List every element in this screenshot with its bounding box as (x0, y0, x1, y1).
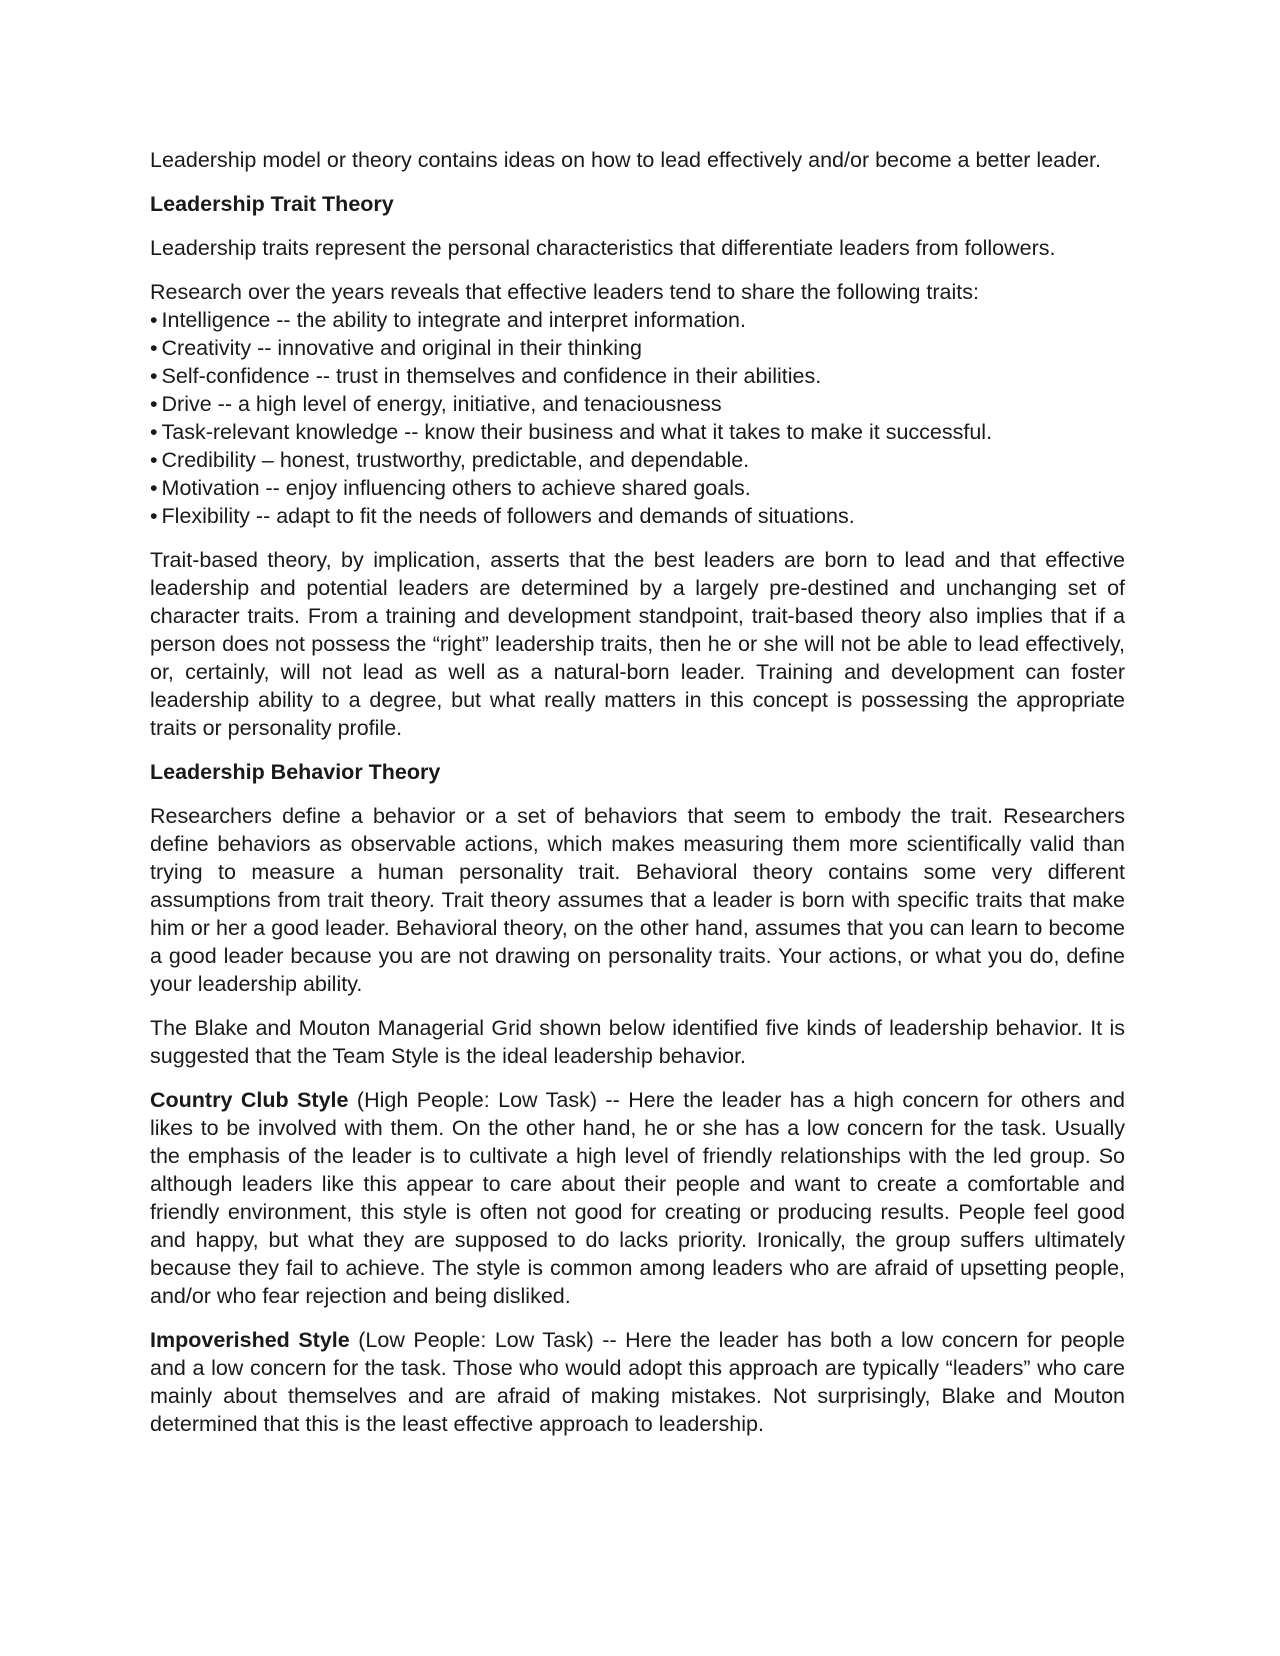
trait-self-confidence: Self-confidence -- trust in themselves and confidence in their abilities. (161, 364, 822, 388)
trait-theory-heading: Leadership Trait Theory (150, 192, 394, 216)
trait-creativity: Creativity -- innovative and original in their thinking (161, 336, 642, 360)
bullet-icon: • (150, 308, 158, 332)
list-item (150, 390, 1125, 418)
traits-list (150, 278, 1125, 530)
country-club-style-text: (High People: Low Task) -- Here the leader has a high concern for others and likes to be involved with them. On the other hand, he or she has a low concern for the task. Usually the emphasis of the leader is to cultivate a high level of friendly relationships with the led group. So although leaders like this appear to care about their people and want to create a comfortable and friendly environment, this style is often not good for creating or producing results. People feel good and happy, but what they are supposed to do lacks priority. Ironically, the group suffers ultimately because they fail to achieve. The style is common among leaders who are afraid of upsetting people, and/or who fear rejection and being disliked. (150, 1088, 1125, 1308)
trait-flexibility: Flexibility -- adapt to fit the needs of followers and demands of situations. (161, 504, 855, 528)
behavior-theory-heading: Leadership Behavior Theory (150, 760, 441, 784)
trait-credibility: Credibility – honest, trustworthy, predictable, and dependable. (161, 448, 750, 472)
bullet-icon: • (150, 364, 158, 388)
bullet-icon: • (150, 392, 158, 416)
trait-task-relevant-knowledge: Task-relevant knowledge -- know their business and what it takes to make it successful. (161, 420, 993, 444)
document-page (150, 146, 1125, 1454)
intro-paragraph: Leadership model or theory contains ideas on how to lead effectively and/or become a better leader. (150, 148, 1101, 172)
list-item (150, 474, 1125, 502)
list-item (150, 306, 1125, 334)
list-item (150, 334, 1125, 362)
behavior-paragraph-2: The Blake and Mouton Managerial Grid shown below identified five kinds of leadership behavior. It is suggested that the Team Style is the ideal leadership behavior. (150, 1016, 1125, 1068)
impoverished-style-text: (Low People: Low Task) -- Here the leader has both a low concern for people and a low concern for the task. Those who would adopt this approach are typically “leaders” who care mainly about themselves and are afraid of making mistakes. Not surprisingly, Blake and Mouton determined that this is the least effective approach to leadership. (150, 1328, 1126, 1436)
list-item (150, 502, 1125, 530)
impoverished-style-paragraph (150, 1326, 1125, 1438)
trait-motivation: Motivation -- enjoy influencing others to achieve shared goals. (161, 476, 751, 500)
list-item (150, 418, 1125, 446)
bullet-icon: • (150, 504, 158, 528)
bullet-icon: • (150, 336, 158, 360)
trait-definition-paragraph: Leadership traits represent the personal characteristics that differentiate leaders from followers. (150, 236, 1056, 260)
impoverished-style-title: Impoverished Style (150, 1328, 350, 1352)
traits-list-intro: Research over the years reveals that effective leaders tend to share the following traits: (150, 280, 979, 304)
list-item (150, 446, 1125, 474)
country-club-style-title: Country Club Style (150, 1088, 349, 1112)
country-club-style-paragraph (150, 1086, 1125, 1310)
trait-intelligence: Intelligence -- the ability to integrate and interpret information. (161, 308, 746, 332)
bullet-icon: • (150, 448, 158, 472)
trait-drive: Drive -- a high level of energy, initiative, and tenaciousness (161, 392, 722, 416)
bullet-icon: • (150, 476, 158, 500)
list-item (150, 362, 1125, 390)
behavior-paragraph-1: Researchers define a behavior or a set of behaviors that seem to embody the trait. Researchers define behaviors as observable actions, which makes measuring them more scientifically valid than trying to measure a human personality trait. Behavioral theory contains some very different assumptions from trait theory. Trait theory assumes that a leader is born with specific traits that make him or her a good leader. Behavioral theory, on the other hand, assumes that you can learn to become a good leader because you are not drawing on personality traits. Your actions, or what you do, define your leadership ability. (150, 804, 1125, 996)
bullet-icon: • (150, 420, 158, 444)
trait-implication-paragraph: Trait-based theory, by implication, asserts that the best leaders are born to lead and that effective leadership and potential leaders are determined by a largely pre-destined and unchanging set of character traits. From a training and development standpoint, trait-based theory also implies that if a person does not possess the “right” leadership traits, then he or she will not be able to lead effectively, or, certainly, will not lead as well as a natural-born leader. Training and development can foster leadership ability to a degree, but what really matters in this concept is possessing the appropriate traits or personality profile. (150, 548, 1125, 740)
